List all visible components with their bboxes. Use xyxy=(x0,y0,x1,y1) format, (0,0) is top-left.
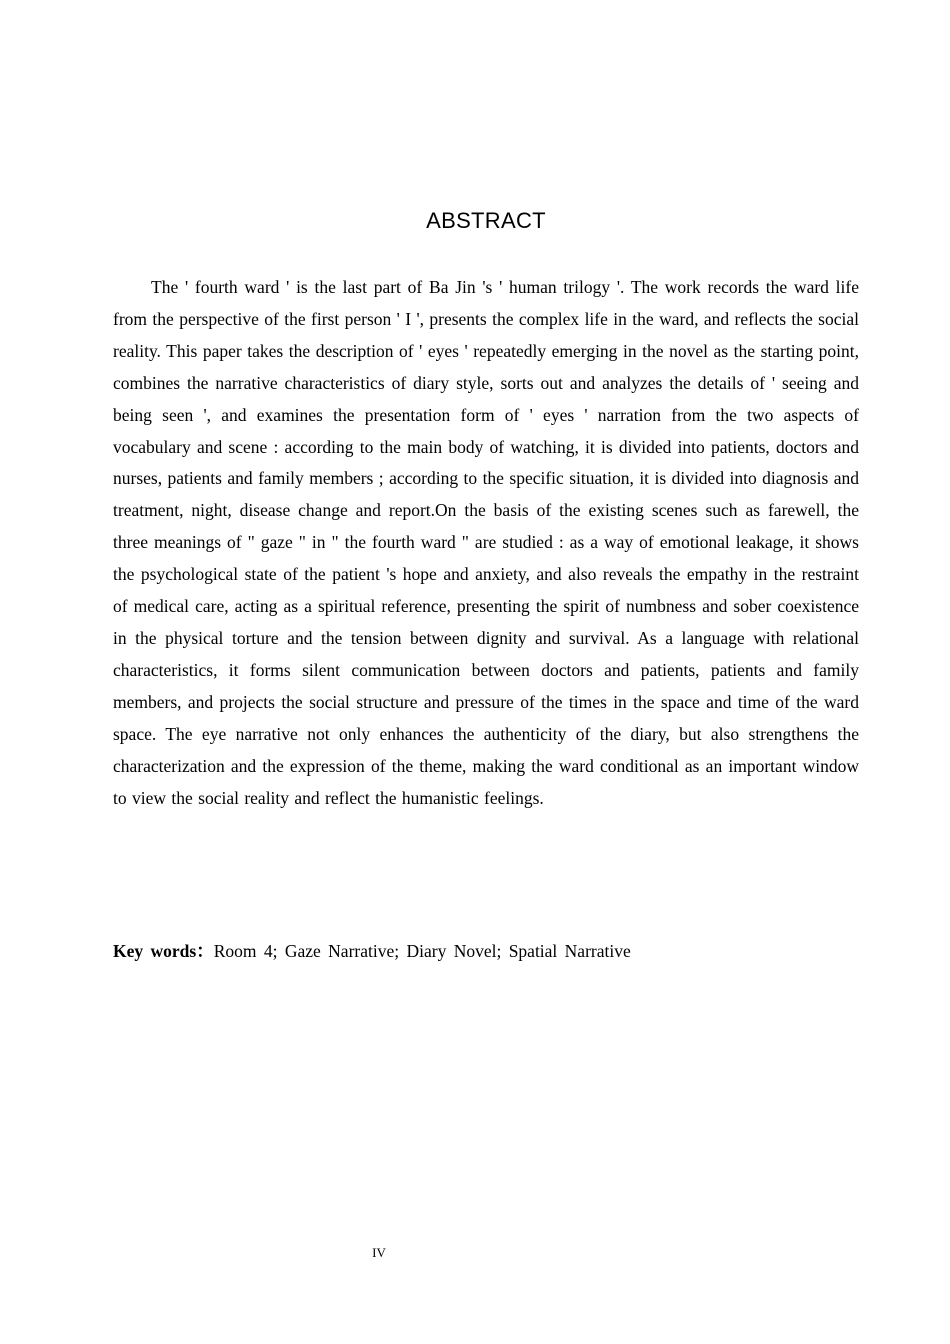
abstract-title: ABSTRACT xyxy=(426,208,546,233)
keywords-values: Room 4; Gaze Narrative; Diary Novel; Spatial Narrative xyxy=(213,941,631,961)
keywords-label: Key words： xyxy=(113,941,214,961)
abstract-body: The ' fourth ward ' is the last part of Ba Jin 's ' human trilogy '. The work records the ward life from the perspective of the first person ' I ', presents the complex life in the ward, and reflects the social reality. This paper takes the description of ' eyes ' repeatedly emerging in the novel as the starting point, combines the narrative characteristics of diary style, sorts out and analyzes the details of ' seeing and being seen ', and examines the presentation form of ' eyes ' narration from the two aspects of vocabulary and scene : according to the main body of watching, it is divided into patients, doctors and nurses, patients and family members ; according to the specific situation, it is divided into diagnosis and treatment, night, disease change and report.On the basis of the existing scenes such as farewell, the three meanings of " gaze " in " the fourth ward " are studied : as a way of emotional leakage, it shows the psychological state of the patient 's hope and anxiety, and also reveals the empathy in the restraint of medical care, acting as a spiritual reference, presenting the spirit of numbness and sober coexistence in the physical torture and the tension between dignity and survival. As a language with relational characteristics, it forms silent communication between doctors and patients, patients and family members, and projects the social structure and pressure of the times in the space and time of the ward space. The eye narrative not only enhances the authenticity of the diary, but also strengthens the characterization and the expression of the theme, making the ward conditional as an important window to view the social reality and reflect the humanistic feelings. xyxy=(113,277,859,808)
page-number: IV xyxy=(372,1245,386,1260)
keywords-line xyxy=(113,936,859,967)
